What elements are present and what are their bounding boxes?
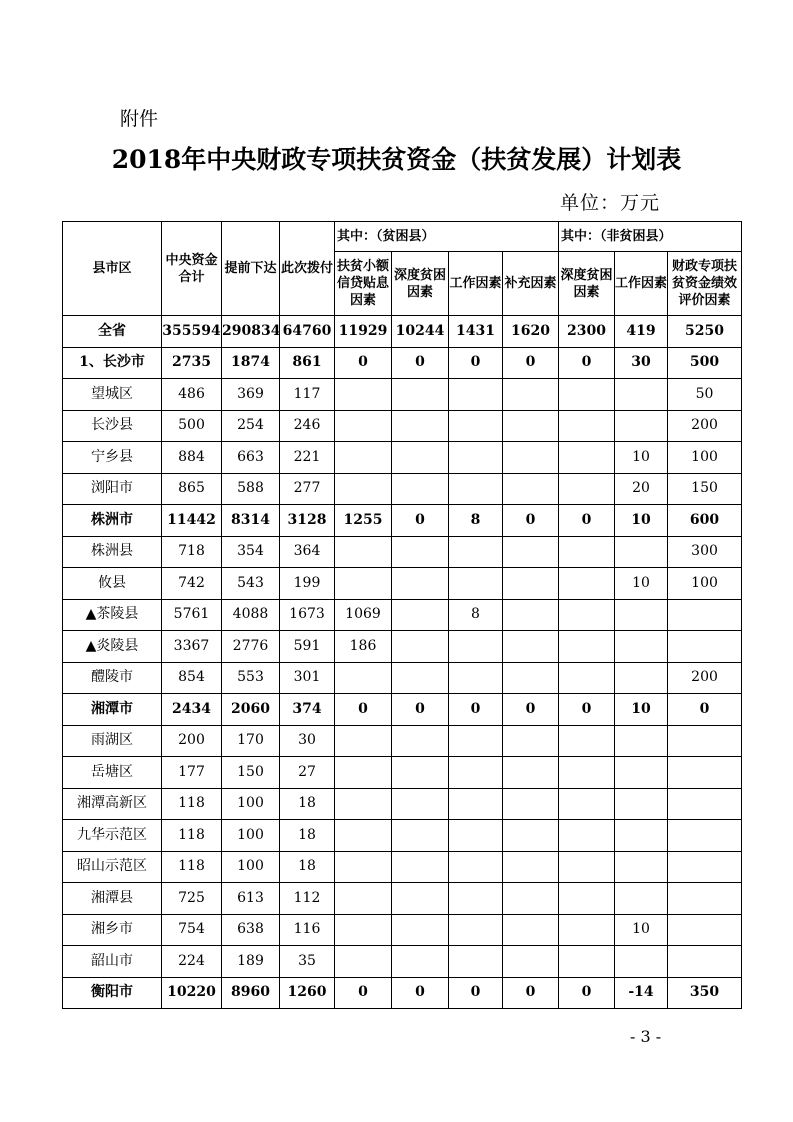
cell-p4: 1620 xyxy=(503,316,559,348)
cell-n2 xyxy=(615,757,668,789)
table-row xyxy=(63,851,742,883)
cell-n2: 10 xyxy=(615,914,668,946)
cell-n3: 350 xyxy=(668,977,742,1009)
cell-p1: 0 xyxy=(335,694,392,726)
cell-p1: 1255 xyxy=(335,505,392,537)
cell-p4 xyxy=(503,725,559,757)
cell-advance: 100 xyxy=(222,820,280,852)
cell-total: 854 xyxy=(162,662,222,694)
cell-n2 xyxy=(615,851,668,883)
cell-total: 118 xyxy=(162,788,222,820)
cell-n1 xyxy=(559,662,615,694)
cell-p3 xyxy=(449,410,503,442)
cell-p2 xyxy=(392,883,449,915)
cell-name: 岳塘区 xyxy=(63,757,162,789)
cell-n1: 2300 xyxy=(559,316,615,348)
table-row xyxy=(63,977,742,1009)
cell-p2 xyxy=(392,473,449,505)
table-row xyxy=(63,946,742,978)
cell-n1 xyxy=(559,536,615,568)
cell-total: 865 xyxy=(162,473,222,505)
cell-n1 xyxy=(559,599,615,631)
cell-current: 364 xyxy=(280,536,335,568)
cell-n2 xyxy=(615,379,668,411)
table-row xyxy=(63,536,742,568)
cell-p4 xyxy=(503,410,559,442)
cell-p1 xyxy=(335,410,392,442)
cell-n2 xyxy=(615,631,668,663)
cell-n3 xyxy=(668,757,742,789)
cell-n1 xyxy=(559,631,615,663)
cell-n1: 0 xyxy=(559,505,615,537)
cell-n3 xyxy=(668,820,742,852)
cell-n2: -14 xyxy=(615,977,668,1009)
cell-n2: 10 xyxy=(615,505,668,537)
cell-p4 xyxy=(503,599,559,631)
header-total: 中央资金合计 xyxy=(162,222,222,316)
cell-p2 xyxy=(392,946,449,978)
cell-name: 株洲市 xyxy=(63,505,162,537)
cell-advance: 553 xyxy=(222,662,280,694)
cell-p3 xyxy=(449,851,503,883)
cell-n1 xyxy=(559,883,615,915)
cell-p3 xyxy=(449,473,503,505)
cell-name: 衡阳市 xyxy=(63,977,162,1009)
cell-p3: 8 xyxy=(449,505,503,537)
cell-total: 486 xyxy=(162,379,222,411)
cell-current: 1673 xyxy=(280,599,335,631)
cell-p2: 0 xyxy=(392,694,449,726)
cell-current: 30 xyxy=(280,725,335,757)
cell-p3 xyxy=(449,820,503,852)
cell-p3: 1431 xyxy=(449,316,503,348)
cell-n3: 100 xyxy=(668,442,742,474)
cell-n3 xyxy=(668,946,742,978)
cell-p4 xyxy=(503,914,559,946)
cell-n3 xyxy=(668,631,742,663)
cell-p4: 0 xyxy=(503,694,559,726)
table-row xyxy=(63,694,742,726)
header-nonpoor-deep: 深度贫困因素 xyxy=(559,252,615,316)
cell-current: 221 xyxy=(280,442,335,474)
cell-p4 xyxy=(503,568,559,600)
table-row xyxy=(63,505,742,537)
plan-table xyxy=(62,221,742,1009)
table-row xyxy=(63,599,742,631)
cell-p1 xyxy=(335,536,392,568)
cell-advance: 638 xyxy=(222,914,280,946)
cell-n1 xyxy=(559,379,615,411)
cell-p2 xyxy=(392,599,449,631)
header-poor-deep: 深度贫困因素 xyxy=(392,252,449,316)
cell-n2: 10 xyxy=(615,568,668,600)
cell-n2 xyxy=(615,410,668,442)
cell-p2 xyxy=(392,662,449,694)
cell-n1 xyxy=(559,914,615,946)
cell-n1 xyxy=(559,410,615,442)
cell-current: 64760 xyxy=(280,316,335,348)
cell-p3 xyxy=(449,442,503,474)
cell-advance: 290834 xyxy=(222,316,280,348)
cell-current: 374 xyxy=(280,694,335,726)
cell-name: 望城区 xyxy=(63,379,162,411)
header-poor-supplement: 补充因素 xyxy=(503,252,559,316)
table-row xyxy=(63,883,742,915)
cell-p4 xyxy=(503,379,559,411)
table-row xyxy=(63,662,742,694)
cell-p1 xyxy=(335,473,392,505)
cell-n1 xyxy=(559,820,615,852)
cell-total: 2434 xyxy=(162,694,222,726)
cell-name: 湘潭市 xyxy=(63,694,162,726)
cell-total: 10220 xyxy=(162,977,222,1009)
cell-current: 199 xyxy=(280,568,335,600)
table-row xyxy=(63,568,742,600)
cell-p3 xyxy=(449,757,503,789)
cell-p4: 0 xyxy=(503,347,559,379)
cell-name: 昭山示范区 xyxy=(63,851,162,883)
cell-n3 xyxy=(668,788,742,820)
cell-current: 112 xyxy=(280,883,335,915)
table-row xyxy=(63,473,742,505)
cell-n2: 20 xyxy=(615,473,668,505)
cell-p3 xyxy=(449,631,503,663)
cell-n1 xyxy=(559,757,615,789)
cell-current: 35 xyxy=(280,946,335,978)
cell-advance: 613 xyxy=(222,883,280,915)
header-poor-work: 工作因素 xyxy=(449,252,503,316)
cell-current: 27 xyxy=(280,757,335,789)
cell-p3: 0 xyxy=(449,347,503,379)
header-nonpoor-work: 工作因素 xyxy=(615,252,668,316)
cell-advance: 2060 xyxy=(222,694,280,726)
cell-n3 xyxy=(668,851,742,883)
cell-current: 18 xyxy=(280,788,335,820)
cell-p1 xyxy=(335,379,392,411)
cell-p4 xyxy=(503,662,559,694)
cell-total: 118 xyxy=(162,820,222,852)
cell-p3 xyxy=(449,883,503,915)
cell-p3: 8 xyxy=(449,599,503,631)
cell-current: 1260 xyxy=(280,977,335,1009)
cell-advance: 150 xyxy=(222,757,280,789)
cell-n3 xyxy=(668,725,742,757)
cell-p4 xyxy=(503,851,559,883)
cell-p1: 11929 xyxy=(335,316,392,348)
cell-total: 177 xyxy=(162,757,222,789)
header-nonpoor-eval: 财政专项扶贫资金绩效评价因素 xyxy=(668,252,742,316)
cell-n1 xyxy=(559,442,615,474)
cell-n3: 5250 xyxy=(668,316,742,348)
cell-advance: 2776 xyxy=(222,631,280,663)
cell-p4 xyxy=(503,631,559,663)
table-row xyxy=(63,347,742,379)
cell-n1 xyxy=(559,946,615,978)
cell-advance: 8314 xyxy=(222,505,280,537)
cell-advance: 354 xyxy=(222,536,280,568)
cell-p4 xyxy=(503,757,559,789)
cell-n2 xyxy=(615,883,668,915)
cell-total: 224 xyxy=(162,946,222,978)
cell-total: 200 xyxy=(162,725,222,757)
cell-total: 355594 xyxy=(162,316,222,348)
header-group-poor: 其中：（贫困县） xyxy=(335,222,559,252)
cell-n2 xyxy=(615,536,668,568)
cell-p3 xyxy=(449,379,503,411)
cell-p2 xyxy=(392,536,449,568)
cell-p4 xyxy=(503,946,559,978)
cell-n2: 30 xyxy=(615,347,668,379)
cell-name: 湘乡市 xyxy=(63,914,162,946)
cell-p2: 0 xyxy=(392,505,449,537)
cell-current: 591 xyxy=(280,631,335,663)
cell-p3 xyxy=(449,536,503,568)
cell-name: 株洲县 xyxy=(63,536,162,568)
cell-n2 xyxy=(615,820,668,852)
cell-n3: 600 xyxy=(668,505,742,537)
cell-p1: 0 xyxy=(335,347,392,379)
table-row xyxy=(63,757,742,789)
cell-advance: 189 xyxy=(222,946,280,978)
cell-name: 攸县 xyxy=(63,568,162,600)
table-row xyxy=(63,410,742,442)
cell-p1: 186 xyxy=(335,631,392,663)
table-row xyxy=(63,631,742,663)
cell-p1 xyxy=(335,851,392,883)
table-row xyxy=(63,379,742,411)
cell-n3: 100 xyxy=(668,568,742,600)
cell-p4: 0 xyxy=(503,977,559,1009)
cell-p3 xyxy=(449,788,503,820)
cell-total: 500 xyxy=(162,410,222,442)
cell-p2: 0 xyxy=(392,347,449,379)
cell-p1 xyxy=(335,946,392,978)
cell-p3 xyxy=(449,568,503,600)
cell-n3 xyxy=(668,599,742,631)
cell-n2: 10 xyxy=(615,442,668,474)
cell-p4 xyxy=(503,473,559,505)
cell-total: 742 xyxy=(162,568,222,600)
cell-current: 277 xyxy=(280,473,335,505)
cell-total: 5761 xyxy=(162,599,222,631)
cell-n1: 0 xyxy=(559,694,615,726)
cell-advance: 543 xyxy=(222,568,280,600)
cell-n3: 0 xyxy=(668,694,742,726)
cell-p3 xyxy=(449,946,503,978)
table-row xyxy=(63,788,742,820)
table-row xyxy=(63,442,742,474)
cell-p3 xyxy=(449,662,503,694)
cell-p1 xyxy=(335,568,392,600)
cell-advance: 8960 xyxy=(222,977,280,1009)
cell-n1 xyxy=(559,788,615,820)
cell-n2: 419 xyxy=(615,316,668,348)
cell-total: 11442 xyxy=(162,505,222,537)
cell-p1 xyxy=(335,442,392,474)
cell-p2 xyxy=(392,568,449,600)
cell-p3 xyxy=(449,914,503,946)
cell-p2 xyxy=(392,820,449,852)
cell-p1 xyxy=(335,914,392,946)
cell-p2 xyxy=(392,788,449,820)
cell-p2 xyxy=(392,757,449,789)
cell-p1 xyxy=(335,662,392,694)
cell-n1 xyxy=(559,725,615,757)
cell-name: 全省 xyxy=(63,316,162,348)
cell-total: 2735 xyxy=(162,347,222,379)
cell-current: 301 xyxy=(280,662,335,694)
cell-name: 长沙县 xyxy=(63,410,162,442)
cell-n1: 0 xyxy=(559,977,615,1009)
cell-name: 浏阳市 xyxy=(63,473,162,505)
cell-p3 xyxy=(449,725,503,757)
cell-p1: 1069 xyxy=(335,599,392,631)
cell-total: 3367 xyxy=(162,631,222,663)
cell-name: 九华示范区 xyxy=(63,820,162,852)
cell-p1 xyxy=(335,757,392,789)
cell-n2: 10 xyxy=(615,694,668,726)
cell-total: 754 xyxy=(162,914,222,946)
cell-n2 xyxy=(615,946,668,978)
table-row xyxy=(63,820,742,852)
cell-p4 xyxy=(503,442,559,474)
cell-advance: 100 xyxy=(222,851,280,883)
attachment-label: 附件 xyxy=(120,108,159,130)
cell-advance: 100 xyxy=(222,788,280,820)
cell-advance: 369 xyxy=(222,379,280,411)
cell-n2 xyxy=(615,788,668,820)
table-row xyxy=(63,914,742,946)
cell-n1 xyxy=(559,851,615,883)
cell-p2 xyxy=(392,914,449,946)
cell-p1 xyxy=(335,788,392,820)
cell-name: 湘潭高新区 xyxy=(63,788,162,820)
cell-n3: 50 xyxy=(668,379,742,411)
cell-advance: 254 xyxy=(222,410,280,442)
unit-label: 单位：万元 xyxy=(560,192,661,214)
cell-n2 xyxy=(615,599,668,631)
cell-n1: 0 xyxy=(559,347,615,379)
cell-n2 xyxy=(615,725,668,757)
cell-current: 116 xyxy=(280,914,335,946)
cell-p2 xyxy=(392,725,449,757)
cell-n3 xyxy=(668,883,742,915)
cell-name: ▲茶陵县 xyxy=(63,599,162,631)
cell-name: 雨湖区 xyxy=(63,725,162,757)
page-number: - 3 - xyxy=(630,1027,662,1046)
cell-p4 xyxy=(503,820,559,852)
cell-total: 884 xyxy=(162,442,222,474)
cell-advance: 170 xyxy=(222,725,280,757)
cell-n3: 500 xyxy=(668,347,742,379)
cell-advance: 663 xyxy=(222,442,280,474)
cell-p3: 0 xyxy=(449,977,503,1009)
cell-current: 18 xyxy=(280,820,335,852)
cell-p1: 0 xyxy=(335,977,392,1009)
cell-p4 xyxy=(503,788,559,820)
cell-p4 xyxy=(503,883,559,915)
header-poor-microcredit: 扶贫小额信贷贴息因素 xyxy=(335,252,392,316)
cell-advance: 4088 xyxy=(222,599,280,631)
cell-p2: 10244 xyxy=(392,316,449,348)
cell-n1 xyxy=(559,473,615,505)
cell-current: 117 xyxy=(280,379,335,411)
cell-n3: 150 xyxy=(668,473,742,505)
cell-n2 xyxy=(615,662,668,694)
cell-p1 xyxy=(335,883,392,915)
cell-n3 xyxy=(668,914,742,946)
cell-current: 861 xyxy=(280,347,335,379)
cell-name: ▲炎陵县 xyxy=(63,631,162,663)
cell-p2 xyxy=(392,631,449,663)
cell-p2 xyxy=(392,379,449,411)
cell-p2 xyxy=(392,442,449,474)
cell-current: 3128 xyxy=(280,505,335,537)
table-row xyxy=(63,316,742,348)
header-advance: 提前下达 xyxy=(222,222,280,316)
cell-name: 1、长沙市 xyxy=(63,347,162,379)
table-row xyxy=(63,725,742,757)
cell-p2 xyxy=(392,851,449,883)
header-county: 县市区 xyxy=(63,222,162,316)
cell-name: 湘潭县 xyxy=(63,883,162,915)
cell-name: 韶山市 xyxy=(63,946,162,978)
cell-current: 18 xyxy=(280,851,335,883)
cell-total: 118 xyxy=(162,851,222,883)
cell-p4 xyxy=(503,536,559,568)
header-group-nonpoor: 其中：（非贫困县） xyxy=(559,222,742,252)
cell-p2: 0 xyxy=(392,977,449,1009)
cell-advance: 588 xyxy=(222,473,280,505)
cell-n3: 300 xyxy=(668,536,742,568)
cell-p1 xyxy=(335,820,392,852)
cell-p2 xyxy=(392,410,449,442)
header-current: 此次拨付 xyxy=(280,222,335,316)
cell-n3: 200 xyxy=(668,662,742,694)
cell-name: 醴陵市 xyxy=(63,662,162,694)
cell-p4: 0 xyxy=(503,505,559,537)
cell-p1 xyxy=(335,725,392,757)
cell-n1 xyxy=(559,568,615,600)
cell-n3: 200 xyxy=(668,410,742,442)
cell-p3: 0 xyxy=(449,694,503,726)
cell-advance: 1874 xyxy=(222,347,280,379)
cell-current: 246 xyxy=(280,410,335,442)
cell-name: 宁乡县 xyxy=(63,442,162,474)
page-title: 2018年中央财政专项扶贫资金（扶贫发展）计划表 xyxy=(111,145,682,174)
cell-total: 725 xyxy=(162,883,222,915)
cell-total: 718 xyxy=(162,536,222,568)
